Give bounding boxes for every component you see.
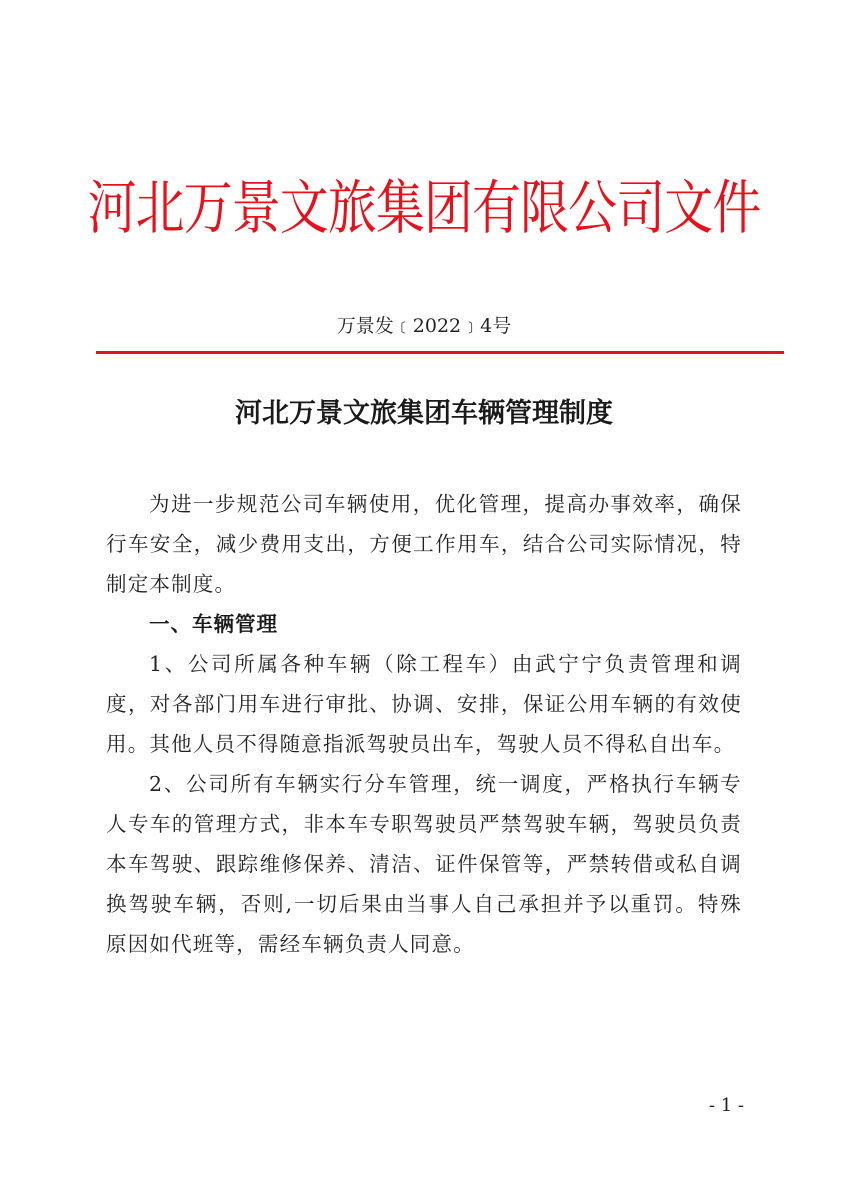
section-heading-vehicle-management: 一、车辆管理 — [149, 612, 279, 636]
clause-2-paragraph: 2、公司所有车辆实行分车管理，统一调度，严格执行车辆专人专车的管理方式，非本车专职驾驶员严禁驾驶车辆，驾驶员负责本车驾驶、跟踪维修保养、清洁、证件保管等，严禁转借或私自调换驾驶车辆，否则,一切后果由当事人自己承担并予以重罚。特殊原因如代班等，需经车辆负责人同意。 — [106, 772, 742, 956]
red-divider-line — [96, 351, 784, 354]
intro-paragraph: 为进一步规范公司车辆使用，优化管理，提高办事效率，确保行车安全，减少费用支出，方便工作用车，结合公司实际情况，特制定本制度。 — [106, 492, 742, 596]
clause-1-paragraph: 1、公司所属各种车辆（除工程车）由武宁宁负责管理和调度，对各部门用车进行审批、协调、安排，保证公用车辆的有效使用。其他人员不得随意指派驾驶员出车，驾驶人员不得私自出车。 — [106, 652, 742, 756]
document-number: 万景发﹝2022﹞4号 — [336, 315, 512, 337]
document-body — [106, 484, 742, 964]
page-number: - 1 - — [708, 1095, 744, 1116]
document-title: 河北万景文旅集团车辆管理制度 — [235, 398, 613, 429]
issuer-header-title: 河北万景文旅集团有限公司文件 — [87, 174, 761, 242]
